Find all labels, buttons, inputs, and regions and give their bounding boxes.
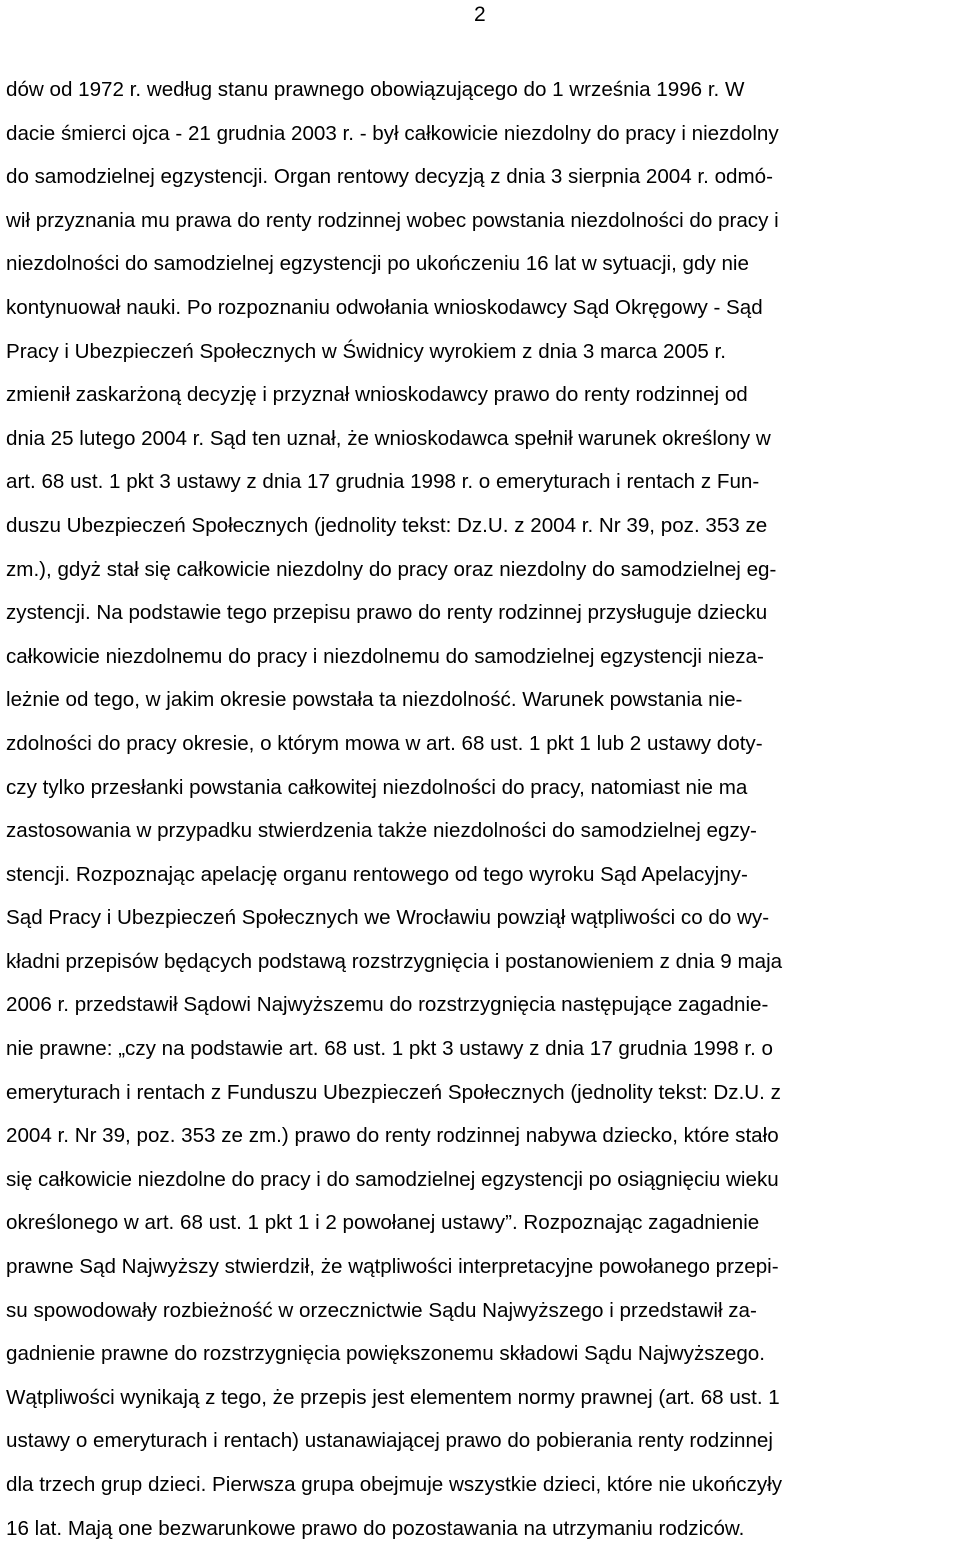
text-line: 16 lat. Mają one bezwarunkowe prawo do pozostawania na utrzymaniu rodziców. bbox=[6, 1516, 745, 1540]
text-line: zmienił zaskarżoną decyzję i przyznał wnioskodawcy prawo do renty rodzinnej od bbox=[6, 383, 748, 407]
text-line: dów od 1972 r. według stanu prawnego obowiązującego do 1 września 1996 r. W bbox=[6, 78, 745, 101]
text-line: art. 68 ust. 1 pkt 3 ustawy z dnia 17 grudnia 1998 r. o emeryturach i rentach z Fun- bbox=[6, 470, 760, 494]
text-line: ustawy o emeryturach i rentach) ustanawiającej prawo do pobierania renty rodzinnej bbox=[6, 1429, 773, 1453]
text-line: Pracy i Ubezpieczeń Społecznych w Świdnicy wyrokiem z dnia 3 marca 2005 r. bbox=[6, 339, 726, 363]
text-line: prawne Sąd Najwyższy stwierdził, że wątpliwości interpretacyjne powołanego przepi- bbox=[6, 1255, 779, 1279]
text-line: czy tylko przesłanki powstania całkowitej niezdolności do pracy, natomiast nie ma bbox=[6, 775, 748, 799]
text-line: się całkowicie niezdolne do pracy i do samodzielnej egzystencji po osiągnięciu wieku bbox=[6, 1167, 779, 1191]
text-line: dnia 25 lutego 2004 r. Sąd ten uznał, że wnioskodawca spełnił warunek określony w bbox=[6, 426, 771, 450]
text-line: leżnie od tego, w jakim okresie powstała ta niezdolność. Warunek powstania nie- bbox=[6, 688, 743, 712]
body-text bbox=[6, 68, 956, 1550]
text-line: kontynuował nauki. Po rozpoznaniu odwołania wnioskodawcy Sąd Okręgowy - Sąd bbox=[6, 295, 763, 319]
text-line: su spowodowały rozbieżność w orzecznictwie Sądu Najwyższego i przedstawił za- bbox=[6, 1298, 757, 1322]
text-line: 2004 r. Nr 39, poz. 353 ze zm.) prawo do renty rodzinnej nabywa dziecko, które stało bbox=[6, 1124, 779, 1148]
text-line: 2006 r. przedstawił Sądowi Najwyższemu do rozstrzygnięcia następujące zagadnie- bbox=[6, 993, 769, 1017]
text-line: do samodzielnej egzystencji. Organ rentowy decyzją z dnia 3 sierpnia 2004 r. odmó- bbox=[6, 165, 773, 189]
text-line: wił przyznania mu prawa do renty rodzinnej wobec powstania niezdolności do pracy i bbox=[6, 208, 779, 232]
text-line: emeryturach i rentach z Funduszu Ubezpieczeń Społecznych (jednolity tekst: Dz.U. z bbox=[6, 1080, 781, 1104]
text-line: dacie śmierci ojca - 21 grudnia 2003 r. - był całkowicie niezdolny do pracy i niezdolny bbox=[6, 121, 779, 145]
text-line: zystencji. Na podstawie tego przepisu prawo do renty rodzinnej przysługuje dziecku bbox=[6, 601, 768, 625]
text-line: określonego w art. 68 ust. 1 pkt 1 i 2 powołanej ustawy”. Rozpoznając zagadnienie bbox=[6, 1211, 760, 1235]
text-line: nie prawne: „czy na podstawie art. 68 ust. 1 pkt 3 ustawy z dnia 17 grudnia 1998 r. o bbox=[6, 1037, 773, 1061]
text-line: zdolności do pracy okresie, o którym mowa w art. 68 ust. 1 pkt 1 lub 2 ustawy doty- bbox=[6, 731, 763, 755]
text-line: Wątpliwości wynikają z tego, że przepis jest elementem normy prawnej (art. 68 ust. 1 bbox=[6, 1385, 780, 1409]
text-line: duszu Ubezpieczeń Społecznych (jednolity tekst: Dz.U. z 2004 r. Nr 39, poz. 353 ze bbox=[6, 513, 768, 537]
text-line: zastosowania w przypadku stwierdzenia także niezdolności do samodzielnej egzy- bbox=[6, 819, 757, 843]
text-line: kładni przepisów będących podstawą rozstrzygnięcia i postanowieniem z dnia 9 maja bbox=[6, 949, 783, 973]
text-line: gadnienie prawne do rozstrzygnięcia powiększonemu składowi Sądu Najwyższego. bbox=[6, 1342, 765, 1366]
text-line: całkowicie niezdolnemu do pracy i niezdolnemu do samodzielnej egzystencji nieza- bbox=[6, 644, 764, 668]
text-line: Sąd Pracy i Ubezpieczeń Społecznych we Wrocławiu powziął wątpliwości co do wy- bbox=[6, 906, 770, 930]
text-line: zm.), gdyż stał się całkowicie niezdolny do pracy oraz niezdolny do samodzielnej eg- bbox=[6, 557, 777, 581]
text-line: dla trzech grup dzieci. Pierwsza grupa obejmuje wszystkie dzieci, które nie ukończyły bbox=[6, 1473, 783, 1496]
text-line: stencji. Rozpoznając apelację organu rentowego od tego wyroku Sąd Apelacyjny- bbox=[6, 862, 748, 886]
page-number: 2 bbox=[474, 3, 486, 26]
text-line: niezdolności do samodzielnej egzystencji po ukończeniu 16 lat w sytuacji, gdy nie bbox=[6, 252, 749, 276]
